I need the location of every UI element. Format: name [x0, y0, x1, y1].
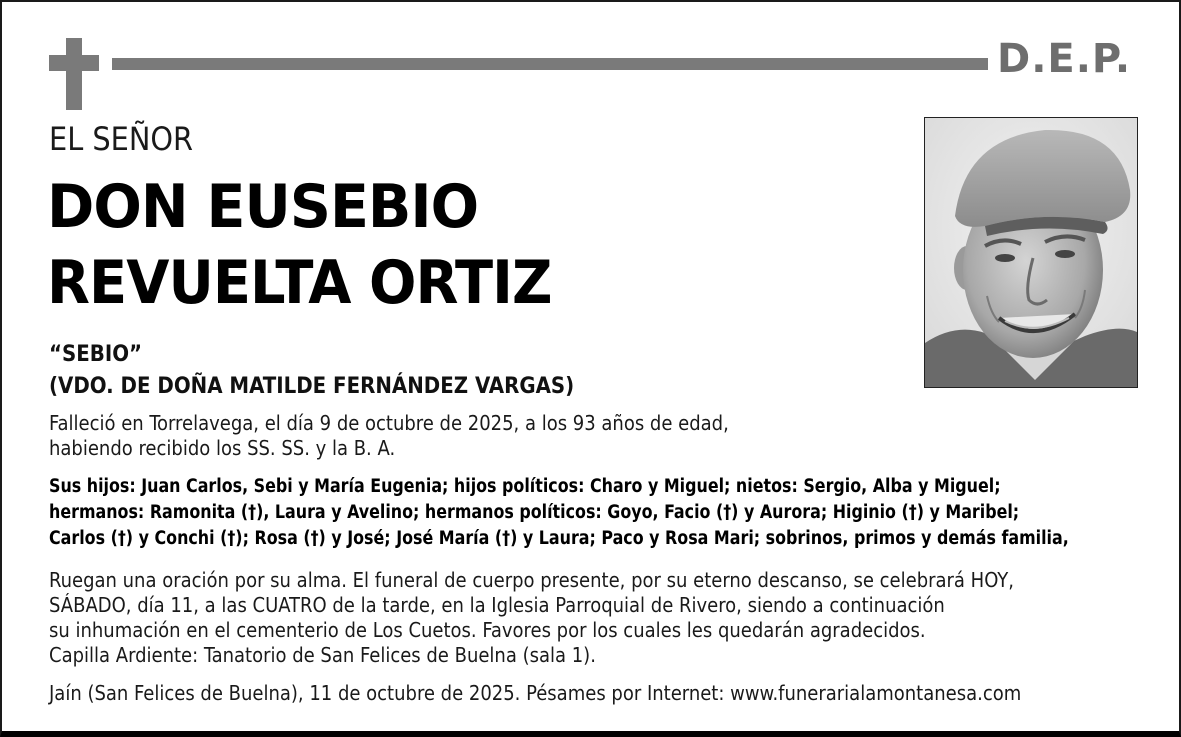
funeral-line-1: Ruegan una oración por su alma. El funeral de cuerpo presente, por su eterno descanso, se celebrará HOY, — [49, 568, 1014, 592]
nickname: “SEBIO” — [49, 342, 143, 367]
deceased-name-line-1: DON EUSEBIO — [47, 172, 479, 242]
funeral-line-2: SÁBADO, día 11, a las CUATRO de la tarde, en la Iglesia Parroquial de Rivero, siendo a continuación — [49, 593, 945, 617]
funeral-line-3: su inhumación en el cementerio de Los Cuetos. Favores por los cuales les quedarán agradecidos. — [49, 618, 926, 642]
cross-vertical-bar — [66, 38, 82, 110]
cross-horizontal-bar — [49, 55, 99, 71]
footer-line: Jaín (San Felices de Buelna), 11 de octubre de 2025. Pésames por Internet: www.funerarialamontanesa.com — [49, 681, 1022, 705]
death-notice-line-1: Falleció en Torrelavega, el día 9 de octubre de 2025, a los 93 años de edad, — [49, 411, 729, 435]
dep-label: D.E.P. — [997, 36, 1132, 82]
death-notice-line-2: habiendo recibido los SS. SS. y la B. A. — [49, 436, 396, 460]
header-rule — [112, 58, 988, 70]
family-line-2: hermanos: Ramonita (†), Laura y Avelino; hermanos políticos: Goyo, Facio (†) y Aurora; Higinio (†) y Maribel; — [49, 502, 1020, 523]
widower-of: (VDO. DE DOÑA MATILDE FERNÁNDEZ VARGAS) — [49, 374, 575, 399]
funeral-line-4: Capilla Ardiente: Tanatorio de San Felices de Buelna (sala 1). — [49, 643, 596, 667]
deceased-portrait-photo — [924, 117, 1138, 388]
title-intro: EL SEÑOR — [49, 120, 194, 158]
family-line-3: Carlos (†) y Conchi (†); Rosa (†) y José; José María (†) y Laura; Paco y Rosa Mari; sobrinos, primos y demás familia, — [49, 528, 1069, 549]
deceased-name-line-2: REVUELTA ORTIZ — [47, 248, 552, 318]
family-line-1: Sus hijos: Juan Carlos, Sebi y María Eugenia; hijos políticos: Charo y Miguel; nietos: Sergio, Alba y Miguel; — [49, 476, 1001, 497]
